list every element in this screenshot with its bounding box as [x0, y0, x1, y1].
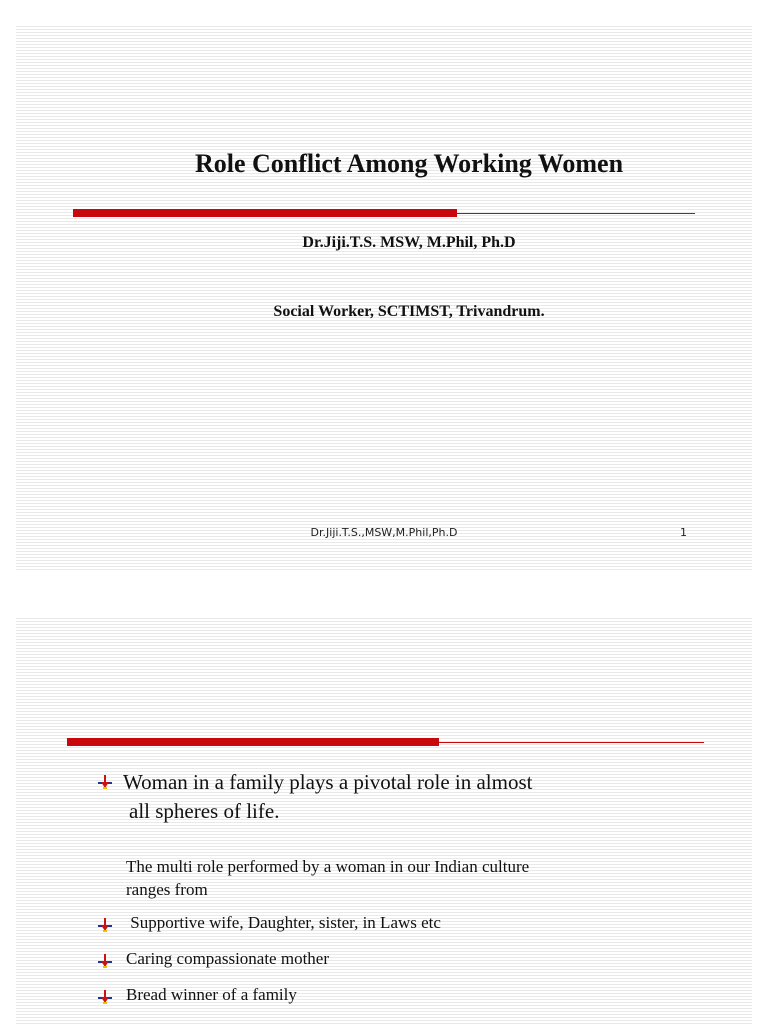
title-underline [73, 213, 695, 214]
arrow-bullet-icon [98, 775, 112, 789]
author-affiliation: Social Worker, SCTIMST, Trivandrum. [273, 303, 545, 320]
slide-footer: Dr.Jiji.T.S.,MSW,M.Phil,Ph.D [310, 526, 458, 539]
bullet-intro-line1: Woman in a family plays a pivotal role in almost [123, 770, 533, 794]
arrow-bullet-icon [98, 990, 112, 1004]
slide-number: 1 [680, 526, 687, 539]
subtext-line1: The multi role performed by a woman in our Indian culture [126, 857, 530, 876]
subtext-line2: ranges from [126, 880, 208, 899]
bullet-item: Bread winner of a family [126, 985, 297, 1004]
bullet-item: Caring compassionate mother [126, 949, 330, 968]
bullet-intro-line2: all spheres of life. [129, 799, 280, 823]
slide-1 [16, 24, 752, 572]
author-name: Dr.Jiji.T.S. MSW, M.Phil, Ph.D [302, 234, 516, 251]
arrow-bullet-icon [98, 954, 112, 968]
title-underline [67, 742, 704, 743]
title-underline-thick [73, 209, 457, 217]
bullet-item: Supportive wife, Daughter, sister, in Laws etc [126, 913, 441, 932]
slide-2 [16, 616, 752, 1024]
arrow-bullet-icon [98, 918, 112, 932]
title-underline-thick [67, 738, 439, 746]
slide-title: Role Conflict Among Working Women [194, 149, 624, 178]
